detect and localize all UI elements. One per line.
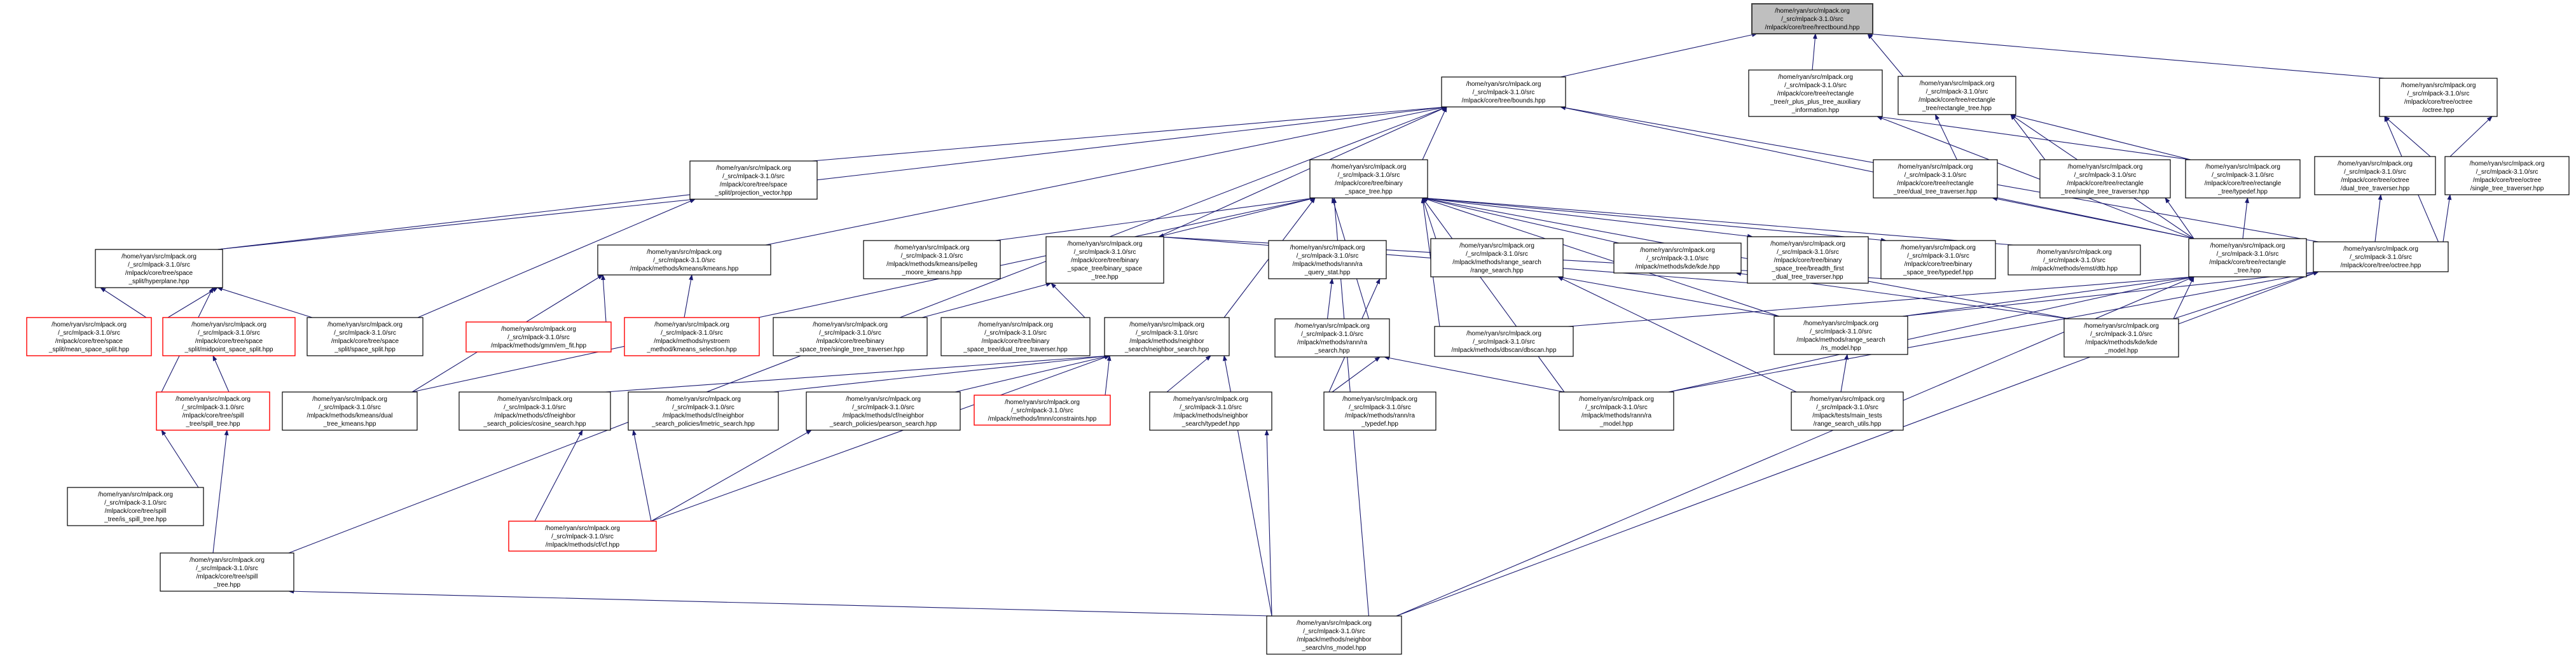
include-edge-E8-D9 bbox=[1332, 357, 1380, 392]
node-label-line: _tree/is_spill_tree.hpp bbox=[104, 516, 167, 523]
node-label-line: /home/ryan/src/mlpack.org bbox=[1919, 80, 1995, 87]
node-label-line: /home/ryan/src/mlpack.org bbox=[894, 244, 970, 251]
node-label-line: /home/ryan/src/mlpack.org bbox=[1810, 396, 1885, 403]
node-label-line: /mlpack/methods/kmeans/kmeans.hpp bbox=[630, 265, 739, 272]
graph-node-C8[interactable] bbox=[1747, 237, 1868, 283]
node-label-line: /mlpack/methods/cf/neighbor bbox=[494, 412, 575, 419]
node-label-line: /home/ryan/src/mlpack.org bbox=[1005, 399, 1080, 406]
include-edge-E6-D8 bbox=[1105, 356, 1110, 395]
graph-node-C11[interactable] bbox=[2189, 239, 2306, 277]
node-label-line: _split/mean_space_split.hpp bbox=[48, 346, 130, 353]
graph-node-A3[interactable] bbox=[1898, 76, 2016, 115]
node-label-line: /mlpack/core/tree/octree bbox=[2404, 99, 2473, 106]
include-edge-B5-A2 bbox=[1877, 116, 2191, 160]
node-label-line: /mlpack/methods/neighbor bbox=[1129, 338, 1204, 345]
node-label-line: /_src/mlpack-3.1.0/src bbox=[653, 257, 715, 264]
node-label-line: _space_tree/dual_tree_traverser.hpp bbox=[963, 346, 1068, 353]
node-label-line: /mlpack/core/tree/rectangle bbox=[1897, 180, 1974, 187]
node-label-line: /_src/mlpack-3.1.0/src bbox=[852, 404, 914, 411]
node-label-line: /_src/mlpack-3.1.0/src bbox=[984, 330, 1047, 337]
node-label-line: /mlpack/core/tree/spill bbox=[196, 573, 258, 580]
graph-node-E10[interactable] bbox=[1791, 392, 1903, 430]
node-label-line: /home/ryan/src/mlpack.org bbox=[1067, 241, 1143, 248]
graph-node-C12[interactable] bbox=[2313, 242, 2448, 272]
node-label-line: /mlpack/methods/kmeans/dual bbox=[307, 412, 393, 419]
node-label-line: _space_tree/breadth_first bbox=[1772, 265, 1844, 272]
node-label-line: /_src/mlpack-3.1.0/src bbox=[1011, 407, 1073, 414]
node-label-line: /mlpack/tests/main_tests bbox=[1812, 412, 1882, 419]
include-edge-D12-C12 bbox=[2173, 272, 2318, 319]
graph-node-F1[interactable] bbox=[67, 487, 203, 526]
node-label-line: _search/neighbor_search.hpp bbox=[1124, 346, 1209, 353]
include-edge-E9-D9 bbox=[1384, 357, 1564, 392]
node-label-line: /_src/mlpack-3.1.0/src bbox=[900, 253, 963, 260]
node-label-line: /_src/mlpack-3.1.0/src bbox=[1777, 249, 1839, 256]
node-label-line: _space_tree/binary_space bbox=[1067, 265, 1143, 272]
node-label-line: /home/ryan/src/mlpack.org bbox=[312, 396, 387, 403]
node-label-line: /mlpack/methods/cf/cf.hpp bbox=[545, 542, 620, 549]
include-edge-F2-E3 bbox=[535, 430, 582, 521]
node-label-line: /octree.hpp bbox=[2422, 107, 2455, 114]
node-label-line: /home/ryan/src/mlpack.org bbox=[497, 396, 572, 403]
include-edge-C10-B2 bbox=[1422, 198, 2013, 245]
node-label-line: /range_search.hpp bbox=[1470, 267, 1524, 274]
graph-node-C1[interactable] bbox=[95, 249, 223, 288]
graph-node-C4[interactable] bbox=[1046, 237, 1164, 283]
include-edge-H1-E7 bbox=[1267, 430, 1272, 616]
node-label-line: /_src/mlpack-3.1.0/src bbox=[319, 404, 381, 411]
node-label-line: _query_stat.hpp bbox=[1304, 269, 1351, 276]
node-label-line: /_src/mlpack-3.1.0/src bbox=[1301, 331, 1363, 338]
include-edge-B6-A4 bbox=[2385, 116, 2430, 157]
node-label-line: /mlpack/methods/lmnn/constraints.hpp bbox=[988, 416, 1097, 423]
node-label-line: /mlpack/methods/cf/neighbor bbox=[843, 412, 924, 419]
node-label-line: _search_policies/lmetric_search.hpp bbox=[652, 421, 755, 428]
graph-node-D4[interactable] bbox=[466, 322, 611, 352]
node-label-line: /_src/mlpack-3.1.0/src bbox=[1466, 251, 1528, 258]
node-label-line: /_src/mlpack-3.1.0/src bbox=[334, 330, 396, 337]
node-label-line: /_src/mlpack-3.1.0/src bbox=[2043, 257, 2105, 264]
node-label-line: /_src/mlpack-3.1.0/src bbox=[1925, 88, 1988, 95]
node-label-line: /home/ryan/src/mlpack.org bbox=[666, 396, 741, 403]
node-label-line: /mlpack/core/tree/spill bbox=[182, 412, 244, 419]
node-label-line: /mlpack/core/tree/binary bbox=[1904, 261, 1973, 268]
node-label-line: /_src/mlpack-3.1.0/src bbox=[507, 334, 570, 341]
include-edge-C11-B4 bbox=[2165, 198, 2194, 239]
node-label-line: /_src/mlpack-3.1.0/src bbox=[198, 330, 260, 337]
node-label-line: /home/ryan/src/mlpack.org bbox=[716, 165, 791, 172]
include-edge-B2-C4 bbox=[1159, 198, 1315, 237]
node-label-line: /_src/mlpack-3.1.0/src bbox=[104, 500, 167, 507]
graph-node-E5[interactable] bbox=[806, 392, 960, 430]
node-label-line: /_src/mlpack-3.1.0/src bbox=[722, 173, 785, 180]
node-label-line: /home/ryan/src/mlpack.org bbox=[1297, 620, 1372, 627]
node-label-line: /_src/mlpack-3.1.0/src bbox=[2350, 254, 2412, 261]
node-label-line: /home/ryan/src/mlpack.org bbox=[189, 557, 265, 564]
include-edge-E3-D8 bbox=[605, 356, 1110, 392]
graph-node-C5[interactable] bbox=[1269, 241, 1386, 279]
node-label-line: /_src/mlpack-3.1.0/src bbox=[1473, 339, 1535, 346]
include-edge-C3-B2 bbox=[995, 198, 1315, 241]
node-label-line: /home/ryan/src/mlpack.org bbox=[1459, 242, 1534, 249]
graph-node-C3[interactable] bbox=[864, 241, 1000, 279]
graph-node-H1[interactable] bbox=[1267, 616, 1402, 654]
node-label-line: /mlpack/core/tree/binary bbox=[1774, 257, 1842, 264]
include-edge-C12-B6 bbox=[2375, 195, 2381, 242]
graph-node-B6[interactable] bbox=[2315, 157, 2435, 195]
node-label-line: _space_tree/typedef.hpp bbox=[1903, 269, 1974, 276]
node-label-line: /_src/mlpack-3.1.0/src bbox=[196, 565, 258, 572]
node-label-line: /_src/mlpack-3.1.0/src bbox=[2216, 251, 2279, 258]
node-label-line: /mlpack/core/tree/binary bbox=[981, 338, 1050, 345]
node-label-line: /home/ryan/src/mlpack.org bbox=[2067, 164, 2143, 171]
node-label-line: /mlpack/core/tree/space bbox=[55, 338, 123, 345]
node-label-line: /mlpack/core/tree/octree bbox=[2472, 177, 2542, 184]
graph-node-E3[interactable] bbox=[459, 392, 610, 430]
node-label-line: /_src/mlpack-3.1.0/src bbox=[1781, 16, 1843, 23]
include-edge-B3-A3 bbox=[1936, 115, 1957, 160]
include-edge-B4-A3 bbox=[2011, 115, 2045, 160]
node-label-line: _typedef.hpp bbox=[1361, 421, 1398, 428]
graph-node-D10[interactable] bbox=[1435, 326, 1573, 356]
node-label-line: /mlpack/methods/emst/dtb.hpp bbox=[2030, 265, 2118, 272]
node-label-line: _information.hpp bbox=[1791, 107, 1840, 114]
node-label-line: _split/midpoint_space_split.hpp bbox=[184, 346, 273, 353]
graph-node-D6[interactable] bbox=[773, 318, 927, 356]
graph-node-D2[interactable] bbox=[163, 318, 295, 356]
node-label-line: /home/ryan/src/mlpack.org bbox=[1898, 164, 1973, 171]
node-label-line: /_src/mlpack-3.1.0/src bbox=[1646, 255, 1709, 262]
node-label-line: /home/ryan/src/mlpack.org bbox=[1331, 164, 1407, 171]
node-label-line: /_src/mlpack-3.1.0/src bbox=[2212, 172, 2274, 179]
node-label-line: /home/ryan/src/mlpack.org bbox=[121, 253, 196, 260]
node-label-line: _tree.hpp bbox=[2234, 267, 2261, 274]
node-label-line: /_src/mlpack-3.1.0/src bbox=[2074, 172, 2137, 179]
graph-node-C2[interactable] bbox=[598, 245, 771, 275]
graph-node-A1[interactable] bbox=[1442, 77, 1566, 107]
node-label-line: /mlpack/core/tree/space bbox=[195, 338, 263, 345]
node-label-line: /home/ryan/src/mlpack.org bbox=[2400, 82, 2476, 89]
node-label-line: /home/ryan/src/mlpack.org bbox=[1770, 241, 1845, 248]
node-label-line: /home/ryan/src/mlpack.org bbox=[501, 326, 576, 333]
graph-node-E9[interactable] bbox=[1559, 392, 1674, 430]
node-label-line: /home/ryan/src/mlpack.org bbox=[98, 491, 173, 498]
include-edge-E7-D8 bbox=[1167, 356, 1211, 392]
node-label-line: /mlpack/core/tree/space bbox=[125, 270, 193, 277]
include-edge-F1-E1 bbox=[162, 430, 198, 487]
node-label-line: /home/ryan/src/mlpack.org bbox=[1778, 74, 1853, 81]
node-label-line: _search.hpp bbox=[1314, 347, 1350, 354]
node-label-line: /home/ryan/src/mlpack.org bbox=[1466, 330, 1541, 337]
graph-node-B4[interactable] bbox=[2040, 160, 2170, 198]
node-label-line: /mlpack/core/tree/space bbox=[719, 181, 788, 188]
node-label-line: /home/ryan/src/mlpack.org bbox=[52, 321, 127, 328]
include-edge-D3-C1 bbox=[217, 288, 312, 318]
include-edge-A4-R0 bbox=[1868, 34, 2385, 78]
graph-root-node-R0[interactable] bbox=[1752, 4, 1873, 34]
node-label-line: _search_policies/pearson_search.hpp bbox=[829, 421, 937, 428]
node-label-line: /_src/mlpack-3.1.0/src bbox=[1136, 330, 1198, 337]
node-label-line: /_src/mlpack-3.1.0/src bbox=[661, 330, 723, 337]
node-label-line: /range_search_utils.hpp bbox=[1813, 421, 1882, 428]
graph-node-A4[interactable] bbox=[2380, 78, 2497, 116]
include-edge-G1-E1 bbox=[213, 430, 227, 553]
node-label-line: /_src/mlpack-3.1.0/src bbox=[2344, 169, 2406, 176]
include-edge-C11-B5 bbox=[2243, 198, 2248, 239]
node-label-line: /mlpack/methods/range_search bbox=[1452, 259, 1541, 266]
node-label-line: /_src/mlpack-3.1.0/src bbox=[551, 533, 614, 540]
graph-node-E7[interactable] bbox=[1150, 392, 1272, 430]
node-label-line: _split/space_split.hpp bbox=[334, 346, 396, 353]
node-label-line: /mlpack/methods/gmm/em_fit.hpp bbox=[490, 342, 587, 349]
node-label-line: _tree/r_plus_plus_tree_auxiliary bbox=[1770, 99, 1861, 106]
include-edge-C7-B2 bbox=[1422, 198, 1619, 243]
node-label-line: /mlpack/methods/nystroem bbox=[654, 338, 730, 345]
node-label-line: /rs_model.hpp bbox=[1821, 345, 1861, 352]
node-label-line: /home/ryan/src/mlpack.org bbox=[1290, 244, 1365, 251]
node-label-line: /_src/mlpack-3.1.0/src bbox=[1816, 404, 1878, 411]
node-label-line: /home/ryan/src/mlpack.org bbox=[176, 396, 251, 403]
include-edge-B1-A1 bbox=[812, 107, 1447, 161]
graph-node-C10[interactable] bbox=[2008, 245, 2140, 275]
node-label-line: /mlpack/methods/neighbor bbox=[1297, 636, 1372, 643]
node-label-line: _tree.hpp bbox=[1091, 274, 1119, 281]
node-label-line: /home/ryan/src/mlpack.org bbox=[1342, 396, 1417, 403]
node-label-line: /_src/mlpack-3.1.0/src bbox=[1907, 253, 1969, 260]
node-label-line: /home/ryan/src/mlpack.org bbox=[2469, 160, 2545, 167]
node-layer bbox=[27, 4, 2569, 654]
node-label-line: /mlpack/methods/rann/ra bbox=[1581, 412, 1652, 419]
graph-node-B7[interactable] bbox=[2445, 157, 2569, 195]
node-label-line: /home/ryan/src/mlpack.org bbox=[1640, 247, 1715, 254]
node-label-line: /home/ryan/src/mlpack.org bbox=[1466, 81, 1541, 88]
node-label-line: _tree/single_tree_traverser.hpp bbox=[2061, 188, 2149, 195]
include-edge-D2-C1 bbox=[168, 288, 217, 318]
node-label-line: /_src/mlpack-3.1.0/src bbox=[1337, 172, 1400, 179]
include-edge-B2-C9 bbox=[1422, 198, 1886, 241]
graph-node-E4[interactable] bbox=[628, 392, 778, 430]
graph-node-D12[interactable] bbox=[2064, 319, 2179, 357]
node-label-line: /home/ryan/src/mlpack.org bbox=[978, 321, 1053, 328]
include-edge-B2-C8 bbox=[1422, 198, 1753, 237]
node-label-line: /mlpack/methods/kmeans/pelleg bbox=[886, 261, 977, 268]
node-label-line: /home/ryan/src/mlpack.org bbox=[1579, 396, 1654, 403]
graph-node-B5[interactable] bbox=[2186, 160, 2300, 198]
node-label-line: /mlpack/core/tree/rectangle bbox=[1918, 97, 1995, 104]
node-label-line: /_src/mlpack-3.1.0/src bbox=[128, 262, 190, 269]
node-label-line: /mlpack/methods/range_search bbox=[1796, 337, 1885, 344]
node-label-line: /mlpack/core/tree/space bbox=[331, 338, 399, 345]
node-label-line: _model.hpp bbox=[1599, 421, 1634, 428]
include-edge-H1-G1 bbox=[289, 591, 1272, 616]
graph-node-C7[interactable] bbox=[1614, 243, 1741, 273]
node-label-line: /_src/mlpack-3.1.0/src bbox=[504, 404, 566, 411]
node-label-line: /home/ryan/src/mlpack.org bbox=[1775, 8, 1850, 15]
node-label-line: _space_tree/single_tree_traverser.hpp bbox=[796, 346, 905, 353]
node-label-line: _split/projection_vector.hpp bbox=[715, 190, 792, 197]
node-label-line: /_src/mlpack-3.1.0/src bbox=[2476, 169, 2538, 176]
include-edge-E2-B2 bbox=[412, 198, 1315, 392]
include-edge-D9-C5 bbox=[1328, 279, 1333, 319]
node-label-line: /_src/mlpack-3.1.0/src bbox=[1810, 328, 1872, 335]
node-label-line: /home/ryan/src/mlpack.org bbox=[327, 321, 403, 328]
node-label-line: /home/ryan/src/mlpack.org bbox=[1901, 244, 1976, 251]
graph-node-D3[interactable] bbox=[307, 318, 423, 356]
include-edge-C6-B2 bbox=[1422, 198, 1436, 239]
graph-node-D8[interactable] bbox=[1105, 318, 1229, 356]
node-label-line: /mlpack/core/tree/rectangle bbox=[2209, 259, 2286, 266]
graph-node-D1[interactable] bbox=[27, 318, 151, 356]
node-label-line: /_src/mlpack-3.1.0/src bbox=[819, 330, 881, 337]
node-label-line: /mlpack/methods/rann/ra bbox=[1292, 261, 1363, 268]
node-label-line: /home/ryan/src/mlpack.org bbox=[191, 321, 266, 328]
node-label-line: _search_policies/cosine_search.hpp bbox=[483, 421, 586, 428]
node-label-line: /_src/mlpack-3.1.0/src bbox=[1784, 82, 1847, 89]
node-label-line: /_src/mlpack-3.1.0/src bbox=[58, 330, 120, 337]
node-label-line: /mlpack/methods/neighbor bbox=[1173, 412, 1248, 419]
node-label-line: /mlpack/methods/cf/neighbor bbox=[663, 412, 744, 419]
node-label-line: _search/typedef.hpp bbox=[1181, 421, 1240, 428]
node-label-line: /home/ryan/src/mlpack.org bbox=[1803, 320, 1878, 327]
node-label-line: /home/ryan/src/mlpack.org bbox=[2210, 242, 2285, 249]
include-edge-C12-B7 bbox=[2443, 195, 2450, 242]
node-label-line: /_src/mlpack-3.1.0/src bbox=[1296, 253, 1359, 260]
graph-node-B3[interactable] bbox=[1873, 160, 1997, 198]
node-label-line: /home/ryan/src/mlpack.org bbox=[2037, 249, 2112, 256]
include-edge-D7-C4 bbox=[1051, 283, 1085, 318]
node-label-line: /mlpack/core/tree/rectangle bbox=[2067, 180, 2144, 187]
graph-node-B2[interactable] bbox=[1310, 160, 1428, 198]
node-label-line: /home/ryan/src/mlpack.org bbox=[647, 249, 722, 256]
include-edge-A2-R0 bbox=[1812, 34, 1815, 70]
graph-node-A2[interactable] bbox=[1749, 70, 1882, 116]
node-label-line: _tree/spill_tree.hpp bbox=[186, 421, 240, 428]
node-label-line: /home/ryan/src/mlpack.org bbox=[2338, 160, 2413, 167]
node-label-line: /mlpack/methods/rann/ra bbox=[1297, 339, 1368, 346]
node-label-line: _method/kmeans_selection.hpp bbox=[647, 346, 737, 353]
node-label-line: _dual_tree_traverser.hpp bbox=[1772, 274, 1843, 281]
node-label-line: /home/ryan/src/mlpack.org bbox=[1173, 396, 1248, 403]
node-label-line: /mlpack/methods/kde/kde.hpp bbox=[1635, 263, 1720, 270]
graph-node-F2[interactable] bbox=[509, 521, 656, 551]
graph-node-C9[interactable] bbox=[1881, 241, 1995, 279]
node-label-line: /mlpack/core/tree/rectangle bbox=[1777, 90, 1854, 97]
graph-node-C6[interactable] bbox=[1431, 239, 1563, 277]
include-edge-E9-C12 bbox=[1669, 272, 2318, 392]
node-label-line: /mlpack/core/tree/bounds.hpp bbox=[1461, 97, 1546, 104]
node-label-line: /mlpack/core/tree/binary bbox=[1071, 257, 1139, 264]
node-label-line: /home/ryan/src/mlpack.org bbox=[1295, 323, 1370, 330]
include-edge-E1-D2 bbox=[213, 356, 229, 392]
node-label-line: /single_tree_traverser.hpp bbox=[2470, 185, 2544, 192]
node-label-line: /home/ryan/src/mlpack.org bbox=[2343, 246, 2418, 253]
node-label-line: /_src/mlpack-3.1.0/src bbox=[1180, 404, 1242, 411]
node-label-line: /_src/mlpack-3.1.0/src bbox=[672, 404, 734, 411]
graph-node-E1[interactable] bbox=[156, 392, 270, 430]
node-label-line: /mlpack/methods/rann/ra bbox=[1344, 412, 1415, 419]
node-label-line: /home/ryan/src/mlpack.org bbox=[1129, 321, 1204, 328]
graph-node-G1[interactable] bbox=[160, 553, 294, 591]
node-label-line: /home/ryan/src/mlpack.org bbox=[545, 525, 620, 532]
include-edge-D5-C2 bbox=[684, 275, 692, 318]
node-label-line: _space_tree.hpp bbox=[1345, 188, 1393, 195]
node-label-line: /dual_tree_traverser.hpp bbox=[2340, 185, 2410, 192]
node-label-line: /home/ryan/src/mlpack.org bbox=[2084, 323, 2159, 330]
include-edge-A1-R0 bbox=[1560, 34, 1757, 77]
include-edge-B5-A3 bbox=[2011, 115, 2191, 160]
include-edge-F2-E4 bbox=[633, 430, 651, 521]
node-label-line: /_src/mlpack-3.1.0/src bbox=[182, 404, 244, 411]
node-label-line: /mlpack/core/tree/octree bbox=[2341, 177, 2409, 184]
node-label-line: _tree_kmeans.hpp bbox=[323, 421, 376, 428]
include-edge-B7-A4 bbox=[2450, 116, 2492, 157]
node-label-line: _split/hyperplane.hpp bbox=[128, 278, 189, 285]
node-label-line: /mlpack/methods/kde/kde bbox=[2085, 339, 2158, 346]
node-label-line: _tree/dual_tree_traverser.hpp bbox=[1893, 188, 1978, 195]
include-edge-D4-C2 bbox=[603, 275, 606, 322]
node-label-line: _tree/typedef.hpp bbox=[2218, 188, 2268, 195]
graph-node-D11[interactable] bbox=[1774, 316, 1908, 354]
node-label-line: /home/ryan/src/mlpack.org bbox=[654, 321, 729, 328]
node-label-line: _search/ns_model.hpp bbox=[1302, 645, 1367, 652]
node-label-line: /home/ryan/src/mlpack.org bbox=[846, 396, 921, 403]
node-label-line: /home/ryan/src/mlpack.org bbox=[813, 321, 888, 328]
graph-node-D9[interactable] bbox=[1275, 319, 1389, 357]
include-edge-E9-B2 bbox=[1422, 198, 1564, 392]
graph-node-E8[interactable] bbox=[1324, 392, 1436, 430]
node-label-line: _model.hpp bbox=[2104, 347, 2139, 354]
node-label-line: /_src/mlpack-3.1.0/src bbox=[2090, 331, 2152, 338]
node-label-line: /_src/mlpack-3.1.0/src bbox=[1904, 172, 1967, 179]
node-label-line: /mlpack/methods/dbscan/dbscan.hpp bbox=[1451, 347, 1557, 354]
node-label-line: /_src/mlpack-3.1.0/src bbox=[1472, 89, 1535, 96]
node-label-line: /_src/mlpack-3.1.0/src bbox=[1349, 404, 1411, 411]
node-label-line: _tree.hpp bbox=[213, 582, 241, 589]
node-label-line: /mlpack/core/tree/rectangle bbox=[2204, 180, 2282, 187]
node-label-line: /mlpack/core/tree/binary bbox=[816, 338, 885, 345]
node-label-line: _tree/rectangle_tree.hpp bbox=[1922, 105, 1992, 112]
node-label-line: _moore_kmeans.hpp bbox=[902, 269, 962, 276]
node-label-line: /_src/mlpack-3.1.0/src bbox=[2407, 90, 2470, 97]
node-label-line: /mlpack/core/tree/hrectbound.hpp bbox=[1765, 24, 1860, 31]
include-edge-D1-C1 bbox=[100, 288, 146, 318]
node-label-line: /mlpack/core/tree/octree.hpp bbox=[2340, 262, 2421, 269]
node-label-line: /_src/mlpack-3.1.0/src bbox=[1585, 404, 1648, 411]
include-edge-F2-E5 bbox=[651, 430, 811, 521]
graph-node-E2[interactable] bbox=[282, 392, 417, 430]
graph-node-D7[interactable] bbox=[941, 318, 1090, 356]
node-label-line: /_src/mlpack-3.1.0/src bbox=[1073, 249, 1136, 256]
node-label-line: /_src/mlpack-3.1.0/src bbox=[1303, 628, 1365, 635]
graph-node-E6[interactable] bbox=[974, 395, 1110, 425]
node-label-line: /home/ryan/src/mlpack.org bbox=[2205, 164, 2280, 171]
graph-node-D5[interactable] bbox=[624, 318, 759, 356]
include-edge-C1-B1 bbox=[217, 199, 695, 249]
graph-node-B1[interactable] bbox=[690, 161, 817, 199]
include-edge-D6-C4 bbox=[922, 283, 1051, 318]
node-label-line: /mlpack/core/tree/spill bbox=[104, 508, 167, 515]
node-label-line: /mlpack/core/tree/binary bbox=[1335, 180, 1403, 187]
